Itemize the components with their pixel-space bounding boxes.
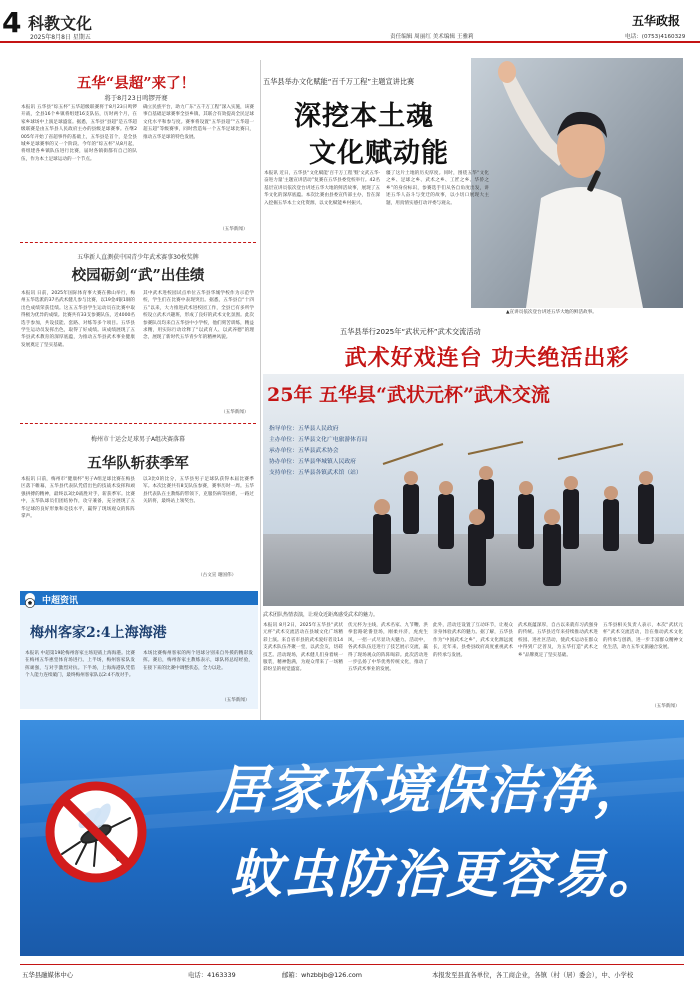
footer-publisher: 五华县融媒体中心 bbox=[22, 971, 74, 979]
a1-subtitle: 将于8月23日鸣锣开赛 bbox=[104, 94, 168, 102]
a3-col2: 以3比0的比分，五华县男子足球队获得本届比赛季军。本次比赛共有8支队伍参赛，赛事历时一周。五华县代表队在主教练的带领下，克服伤病等困难，一路过关斩将，最终站上领奖台。 bbox=[143, 477, 254, 505]
a1-col1: 本报讯 五华县“综五杯”五华超级联赛将于8月23日鸣锣开战，全县16个乡镇将组建16支队伍，历时两个月，在家乡球场中上演足球盛宴。据悉，五华县“县超”是五华超级联赛是由五华县人民政府主办的县级足球赛事。在继2005年开始了省超事件的基础上，五华县是首个，是全县城乡足球赛事的又一个阶段。今年的“综五杯”从8月起，将组建各乡镇队伍进行比赛，届时各镇街都有自己的队伍，作为本土足球运动的一个节点。 bbox=[21, 105, 137, 162]
a6-col4: 武术底蕴深厚，自古以来就有习武强身的传统。五华县近年来持续推动武术进校园、进社区活动，使武术运动在群众中得到广泛普及，为五华打造“武术之乡”品牌奠定了坚实基础。 bbox=[518, 623, 598, 658]
a2-footer: （五华新闻） bbox=[221, 410, 249, 415]
football-icon bbox=[24, 592, 36, 604]
a6-kicker: 五华县举行2025年“武状元杯”武术交流活动 bbox=[340, 327, 481, 336]
speaker-illustration bbox=[471, 58, 683, 308]
a5-col2: 疆了这片土地的历史厚度。同时，围绕五华“文化之乡、足球之乡、武术之乡、工匠之乡、华侨之乡”的身份标识，参赛选手们从各自角度出发，讲述五华人奋斗与变迁的故事，以小切口展现大主题，用真情实感打动评委与观众。 bbox=[386, 171, 489, 206]
a6-col3: 此外，活动还设置了互动环节，让观众亲身体验武术的魅力。据了解，五华县作为“中国武术之乡”，武术文化源远流长，近年来，县委县政府高度重视武术的传承与发展。 bbox=[433, 623, 513, 658]
section-title: 科教文化 bbox=[28, 14, 93, 33]
paper-name: 五华政报 bbox=[632, 14, 681, 28]
ad-banner bbox=[20, 720, 684, 956]
footer-distribution: 本报发至县直各单位，各工商企业，各镇（村（居）委会），中、小学校 bbox=[432, 971, 634, 979]
a6-col1: 本报讯 8月2日，2025年五华县“武状元杯”武术交流活动在县城文化广场精彩上演。来自省市县的武术爱好者及14支武术队伍齐聚一堂，以武会友，切磋技艺。活动现场，武术健儿们身着统一服装，精神饱满，为观众带来了一场精彩纷呈的视觉盛宴。 bbox=[263, 623, 343, 673]
a3-title: 五华队斩获季军 bbox=[87, 455, 189, 472]
a6-footer: （五华新闻） bbox=[652, 704, 680, 709]
footer-email-block bbox=[282, 970, 362, 979]
a4-title: 梅州客家2:4上海海港 bbox=[30, 625, 167, 641]
date-line: 2025年8月8日 星期五 bbox=[30, 34, 91, 41]
a6-col5: 五华县相关负责人表示，本次“武状元杯”武术交流活动，旨在推动武术文化的传承与创新，进一步丰富群众精神文化生活，助力五华文旅融合发展。 bbox=[603, 623, 683, 651]
a5-title-2: 文化赋动能 bbox=[309, 138, 449, 169]
a2-kicker: 五华新人直测获中国青少年武术赛事30枚奖牌 bbox=[77, 254, 199, 261]
a2-title: 校园砺剑“武”出佳绩 bbox=[71, 267, 205, 284]
a6-title: 武术好戏连台 功夫绝活出彩 bbox=[344, 345, 630, 371]
footer-rule bbox=[20, 964, 684, 965]
header-phone: 电话：(0753)4160329 bbox=[625, 34, 686, 40]
a4-col2: 本场比赛梅州客家的两个进球分别来自外援的精彩发挥。赛后，梅州客家主教练表示，球队将总结经验，在接下来的比赛中调整状态，全力以赴。 bbox=[143, 651, 253, 671]
a1-col2: 确立民族平台，助力广东“五千万工程”深入实施，该赛事自基础足球赛事全县乡镇，其联合有效提高全民足球文化水平和参与度。赛事将设置“五华县超”“五华超一超五超”等级赛事，同时营造每一个五华足球比赛日，推动五华足球的特色发展。 bbox=[143, 105, 254, 140]
a2-col2: 其中武术进校园试点单位五华县华城学校作为示范学校，学生们在比赛中表现突出。据悉，五华县自“十四五”以来，大力推进武术进校园工作，全县已有多所学校设立武术兴趣班，形成了良好的武术文化氛围。此次参赛队员均来自五华县中小学校，他们刻苦训练，精益求精，用实际行动诠释了“以武育人、以武养德”的理念，展现了新时代五华青少年的精神风貌。 bbox=[143, 291, 254, 341]
footer-phone: 4163339 bbox=[207, 971, 236, 979]
a3-kicker: 梅州市十运会足球男子A组决赛落幕 bbox=[90, 436, 186, 443]
a1-title: 五华“县超”来了！ bbox=[76, 75, 196, 92]
a1-footer: （五华新闻） bbox=[220, 227, 248, 232]
a3-footer: （古文宣 谢国伟） bbox=[198, 573, 237, 578]
martial-arts-photo bbox=[263, 374, 684, 606]
a6-caption: 武术团队热情表演，让观众近距离感受武术的魅力。 bbox=[263, 612, 379, 618]
footer-email[interactable]: whzbbjb@126.com bbox=[301, 971, 363, 979]
a2-divider bbox=[20, 423, 256, 424]
footer-phone-block bbox=[188, 970, 236, 979]
a5-title-1: 深挖本土魂 bbox=[294, 101, 434, 132]
photo-info-row: 协办单位：五华县华城镇人民政府 bbox=[269, 459, 356, 465]
no-mosquito-icon bbox=[44, 780, 148, 884]
header-rule bbox=[0, 41, 700, 43]
a6-col2: 伏元杯为主线，武术名家、九节鞭、洪拳套路轮番登场，刚柔并济，虎虎生风，一招一式尽显功夫魅力。活动中，各武术队伍还进行了技艺展示交流，赢得了现场观众的阵阵喝彩。此次活动进一步弘扬了中华优秀传统文化，推动了五华武术事业的发展。 bbox=[348, 623, 428, 673]
footer-email-label: 邮箱： bbox=[282, 971, 302, 979]
a4-col1: 本报讯 中超第19轮梅州客家主场迎战上海海港。比赛在梅州五华惠堂体育场进行。上半场，梅州客家队发挥顽强，与对手激烈对抗。下半场，上海海港队凭借个人能力连续破门，最终梅州客家队以2:4不敌对手。 bbox=[25, 651, 135, 679]
ad-line-1: 居家环境保洁净， bbox=[216, 761, 649, 821]
photo-info-row: 承办单位：五华县武术协会 bbox=[269, 448, 339, 454]
footer-phone-label: 电话： bbox=[188, 971, 208, 979]
photo-info-row: 支持单位：五华县各镇武术馆（站） bbox=[269, 470, 362, 476]
performers-illustration bbox=[263, 374, 684, 606]
ad-line-2: 蚊虫防治更容易。 bbox=[230, 845, 663, 905]
a1-divider bbox=[20, 242, 256, 243]
column-divider bbox=[260, 60, 261, 720]
a5-col1: 本报讯 近日，五华县“文化赋能‘百千万工程’暨‘文武五华·奋进力量’主题宣讲活动”复赛在五华县委党校举行。42名基层宣讲员依次登台讲述五华大地的鲜活故事，展现了五华文化的深厚底蕴。本次比赛由县委宣传部主办，旨在深入挖掘五华本土文化资源，以文化赋能乡村振兴。 bbox=[264, 171, 380, 206]
a3-col1: 本报讯 日前，梅州市“健康杯”男子A组足球比赛在梅县区落下帷幕，五华县代表队凭借出色的技战术发挥和顽强拼搏的精神，最终以3比0战胜对手，斩获季军。比赛中，五华队球员们团结协作，攻守兼备，充分展现了五华足球的良好形象和竞技水平，赢得了现场观众的阵阵掌声。 bbox=[21, 477, 135, 520]
a4-banner bbox=[20, 591, 258, 605]
a5-kicker: 五华县举办文化赋能“百千万工程”主题宣讲比赛 bbox=[263, 77, 415, 86]
photo-banner-text: 25年 五华县“武状元杯”武术交流 bbox=[267, 384, 550, 406]
a4-banner-label: 中超资讯 bbox=[42, 595, 79, 606]
editor-line: 责任编辑 周丽红 美术编辑 王雅莉 bbox=[390, 34, 474, 40]
photo-info-row: 主办单位：五华县文化广电旅游体育局 bbox=[269, 437, 368, 443]
page-number: 4 bbox=[2, 6, 22, 39]
speaker-photo bbox=[471, 58, 683, 308]
a4-footer: （五华新闻） bbox=[222, 698, 250, 703]
a5-caption: ▲宣讲员依次登台讲述五华大地的鲜活故事。 bbox=[506, 310, 597, 315]
photo-info-row: 指导单位：五华县人民政府 bbox=[269, 426, 339, 432]
a2-col1: 本报讯 日前，2025年国际体育事大赛在佛山举行，梅州五华选派的37名武术健儿参与比赛，以19金4银1铜的出色成绩荣获佳绩。这五五华县学生运动员在比赛中取得极为优异的成绩。比赛共有33支参赛队伍，近4000名选手参加，共设技能、套路、对练等多个项目。五华县学生运动员发挥出色，取得了好成绩。该成绩展现了五华县武术教育的深厚底蕴，为推动五华县武术事业健康发展奠定了坚实基础。 bbox=[21, 291, 135, 348]
